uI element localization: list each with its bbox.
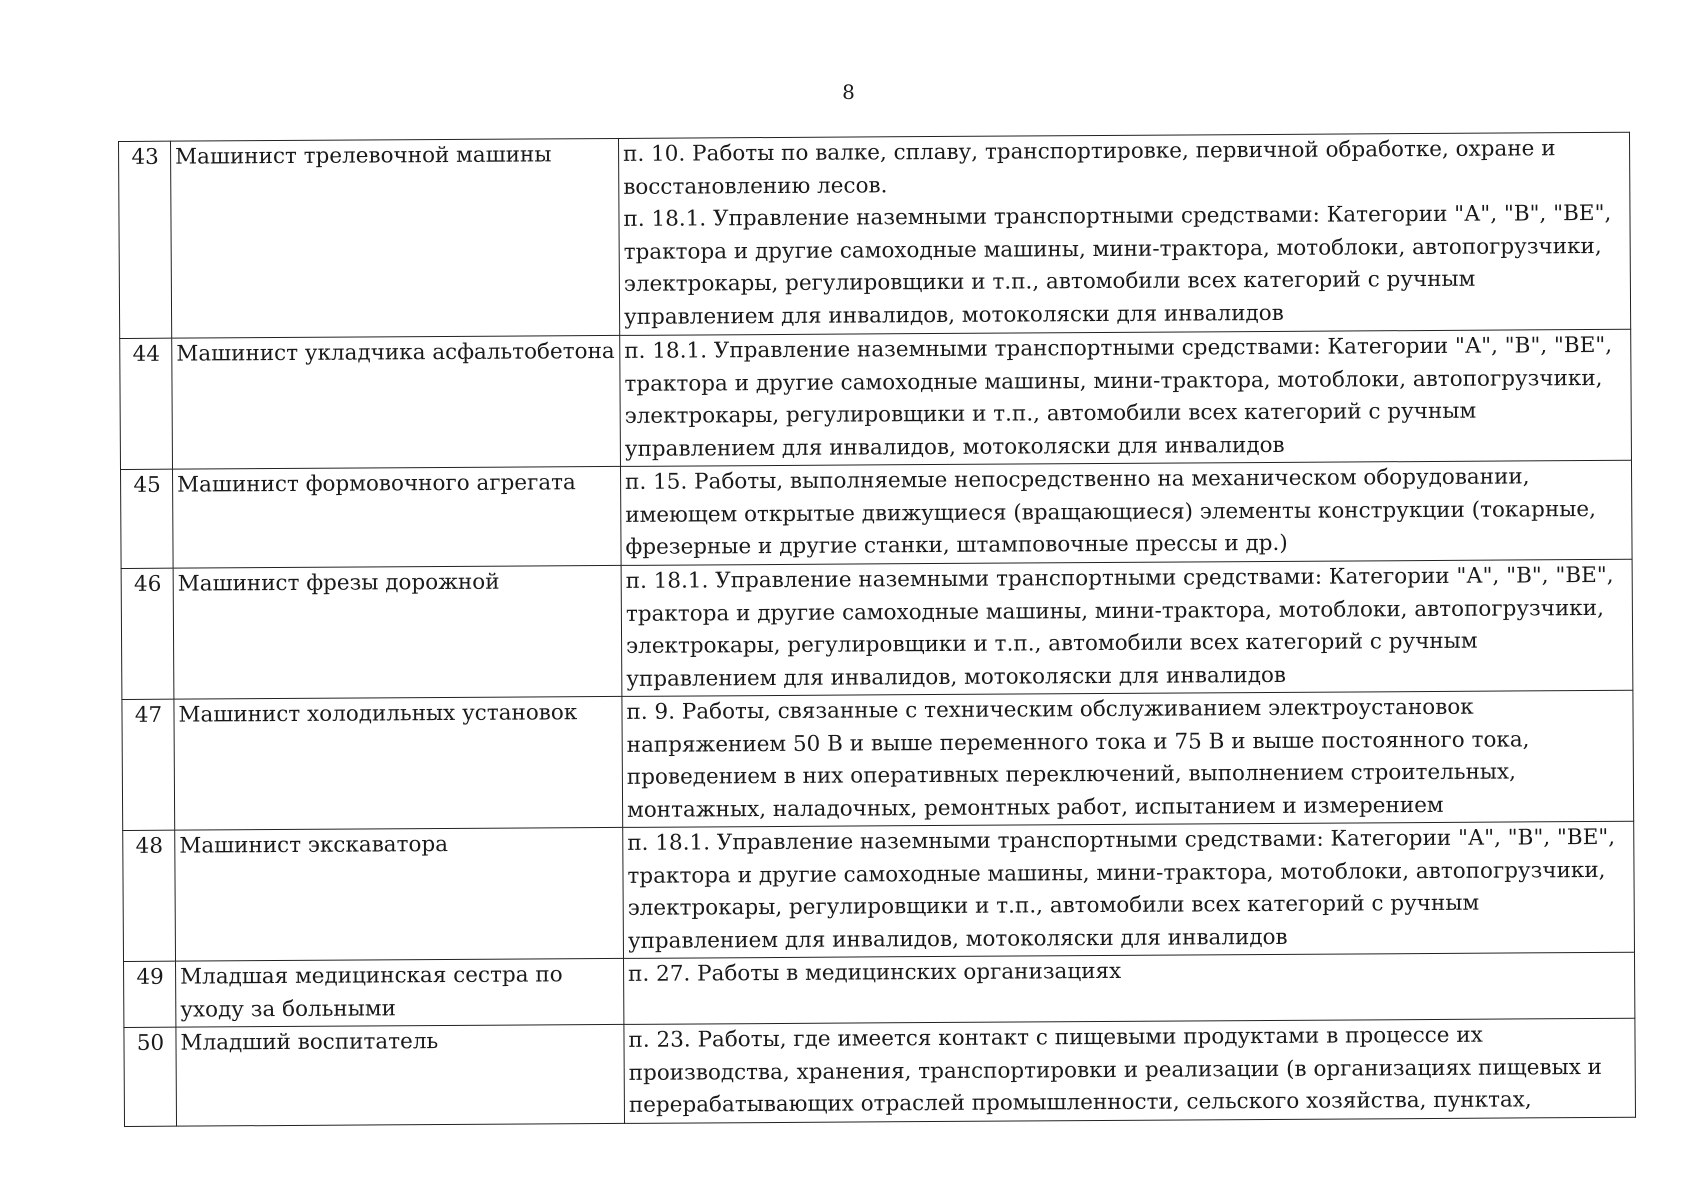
description-paragraph: п. 18.1. Управление наземными транспортными средствами: Категории "А", "В", "ВЕ", трактора и другие самоходные машины, мини-трактора, мотоблоки, автопогрузчики, электрокары, регулировщики и т.п., автомобили всех категорий с ручным управлением для инвалидов, мотоколяски для инвалидов xyxy=(624,332,1613,462)
row-number: 44 xyxy=(120,338,173,469)
table-row xyxy=(123,821,1635,961)
table-row xyxy=(120,329,1632,469)
work-description xyxy=(622,690,1634,827)
work-description xyxy=(624,1018,1636,1123)
work-description xyxy=(621,559,1633,696)
work-description xyxy=(618,132,1630,335)
row-number: 45 xyxy=(121,469,174,568)
row-number: 43 xyxy=(119,141,172,338)
row-number: 47 xyxy=(122,699,175,830)
work-description xyxy=(620,460,1632,565)
work-description xyxy=(624,952,1635,1024)
job-title: Машинист экскаватора xyxy=(175,827,624,961)
description-paragraph: п. 15. Работы, выполняемые непосредственно на механическом оборудовании, имеющем открытые движущиеся (вращающиеся) элементы конструкции (токарные, фрезерные и другие станки, штамповочные прессы и др.) xyxy=(625,464,1596,560)
description-paragraph: п. 10. Работы по валке, сплаву, транспортировке, первичной обработке, охране и восстановлению лесов. xyxy=(623,136,1556,200)
table-row xyxy=(121,559,1633,699)
table-row xyxy=(119,132,1631,338)
job-title: Машинист холодильных установок xyxy=(174,696,623,830)
description-paragraph: п. 9. Работы, связанные с техническим обслуживанием электроустановок напряжением 50 В и выше переменного тока и 75 В и выше постоянного тока, проведением в них оперативных переключений, выполнением строительных, монтажных, наладочных, ремонтных работ, испытанием и измерением xyxy=(626,694,1530,823)
description-paragraph: п. 27. Работы в медицинских организациях xyxy=(628,958,1122,987)
description-paragraph: п. 18.1. Управление наземными транспортными средствами: Категории "А", "В", "ВЕ", трактора и другие самоходные машины, мини-трактора, мотоблоки, автопогрузчики, электрокары, регулировщики и т.п., автомобили всех категорий с ручным управлением для инвалидов, мотоколяски для инвалидов xyxy=(625,562,1614,692)
page-number: 8 xyxy=(842,80,855,104)
row-number: 49 xyxy=(124,961,176,1027)
row-number: 46 xyxy=(121,568,174,699)
row-number: 48 xyxy=(123,830,176,961)
job-title: Машинист укладчика асфальтобетона xyxy=(172,335,621,469)
job-title: Машинист фрезы дорожной xyxy=(173,565,622,699)
job-title: Младшая медицинская сестра по уходу за больными xyxy=(176,958,624,1027)
occupations-table xyxy=(118,132,1636,1127)
job-title: Машинист трелевочной машины xyxy=(171,138,620,338)
table-row xyxy=(124,1018,1636,1126)
description-paragraph: п. 18.1. Управление наземными транспортными средствами: Категории "А", "В", "ВЕ", трактора и другие самоходные машины, мини-трактора, мотоблоки, автопогрузчики, электрокары, регулировщики и т.п., автомобили всех категорий с ручным управлением для инвалидов, мотоколяски для инвалидов xyxy=(627,824,1616,954)
work-description xyxy=(620,329,1632,466)
job-title: Младший воспитатель xyxy=(176,1024,625,1125)
job-title: Машинист формовочного агрегата xyxy=(173,466,622,568)
table-row xyxy=(122,690,1634,830)
description-paragraph: п. 18.1. Управление наземными транспортными средствами: Категории "А", "В", "ВЕ", трактора и другие самоходные машины, мини-трактора, мотоблоки, автопогрузчики, электрокары, регулировщики и т.п., автомобили всех категорий с ручным управлением для инвалидов, мотоколяски для инвалидов xyxy=(623,200,1612,330)
description-paragraph: п. 23. Работы, где имеется контакт с пищевыми продуктами в процессе их производства, хранения, транспортировки и реализации (в организациях пищевых и перерабатывающих отраслей промышленности, сельского хозяйства, пунктах, xyxy=(628,1022,1603,1118)
table-row xyxy=(121,460,1633,568)
table-row xyxy=(124,952,1635,1027)
work-description xyxy=(623,821,1635,958)
row-number: 50 xyxy=(124,1027,177,1126)
